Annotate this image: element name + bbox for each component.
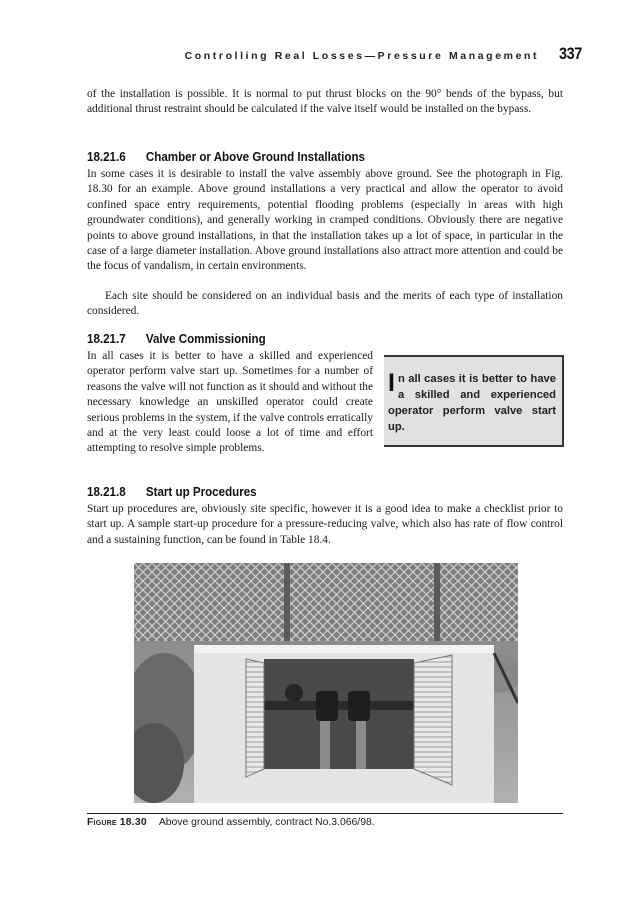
- caption-rule: [87, 813, 563, 814]
- section-title: Start up Procedures: [145, 485, 257, 499]
- figure-label: Figure 18.30: [87, 817, 147, 828]
- paragraph-site-merits: Each site should be considered on an individual basis and the merits of each type of installation considered.: [87, 290, 563, 318]
- left-louvered-door: [246, 659, 264, 777]
- chain-link-fence: [134, 563, 518, 643]
- running-title: Controlling Real Losses—Pressure Management: [184, 50, 540, 62]
- section-heading-18-21-7: [87, 332, 266, 346]
- section-number: 18.21.8: [87, 485, 126, 499]
- figure-caption: [87, 817, 375, 828]
- paragraph-start-up-procedures: Start up procedures are, obviously site specific, however it is a good idea to make a checklist prior to start up. A sample start-up procedure for a pressure-reducing valve, which also has rate of flow control and a sustaining function, can be found in Table 18.4.: [87, 503, 563, 546]
- pull-quote-text: n all cases it is better to have a skilled and experienced operator perform valve start up.: [388, 373, 556, 433]
- running-header: [80, 44, 582, 66]
- intro-paragraph: of the installation is possible. It is normal to put thrust blocks on the 90° bends of the bypass, but additional thrust restraint should be calculated if the valve itself would be installed on the bypass.: [87, 88, 563, 116]
- pull-quote-box: [384, 355, 564, 447]
- section-title: Valve Commissioning: [145, 332, 266, 346]
- section-heading-18-21-6: [87, 150, 365, 164]
- paragraph-chamber-installations: In some cases it is desirable to install the valve assembly above ground. See the photograph in Fig. 18.30 for an example. Above ground installations a very practical and allow the operator to avoid confined space entry requirements, potential flooding problems (especially in areas with high groundwater conditions), and generally working in cramped conditions. Obviously there are negative points to above ground installations, in that the installation takes up a lot of space, in particular in the case of a large diameter installation. Above ground installations also attract more attention and could be the focus of vandalism, in certain environments.: [87, 168, 563, 273]
- figure-photograph: [134, 563, 518, 803]
- section-heading-18-21-8: [87, 485, 257, 499]
- paragraph-valve-commissioning: In all cases it is better to have a skilled and experienced operator perform valve start up. Sometimes for a number of reasons the valve will not function as it should and without the necessary knowledge an unskilled operator could create serious problems in the system, if the valve controls erratically and at the very least could loose a lot of time and effort attempting to resolve simple problems.: [87, 350, 373, 455]
- valve: [316, 691, 338, 721]
- section-title: Chamber or Above Ground Installations: [145, 150, 365, 164]
- pull-quote: [388, 371, 556, 435]
- right-louvered-door: [414, 655, 452, 785]
- page-number: 337: [559, 44, 582, 63]
- section-number: 18.21.7: [87, 332, 126, 346]
- valve-chamber: [264, 659, 414, 769]
- section-number: 18.21.6: [87, 150, 126, 164]
- above-ground-assembly-photo: [134, 563, 518, 803]
- figure-caption-text: Above ground assembly, contract No.3.066/98.: [158, 817, 375, 828]
- pull-quote-drop-cap: I: [388, 369, 395, 397]
